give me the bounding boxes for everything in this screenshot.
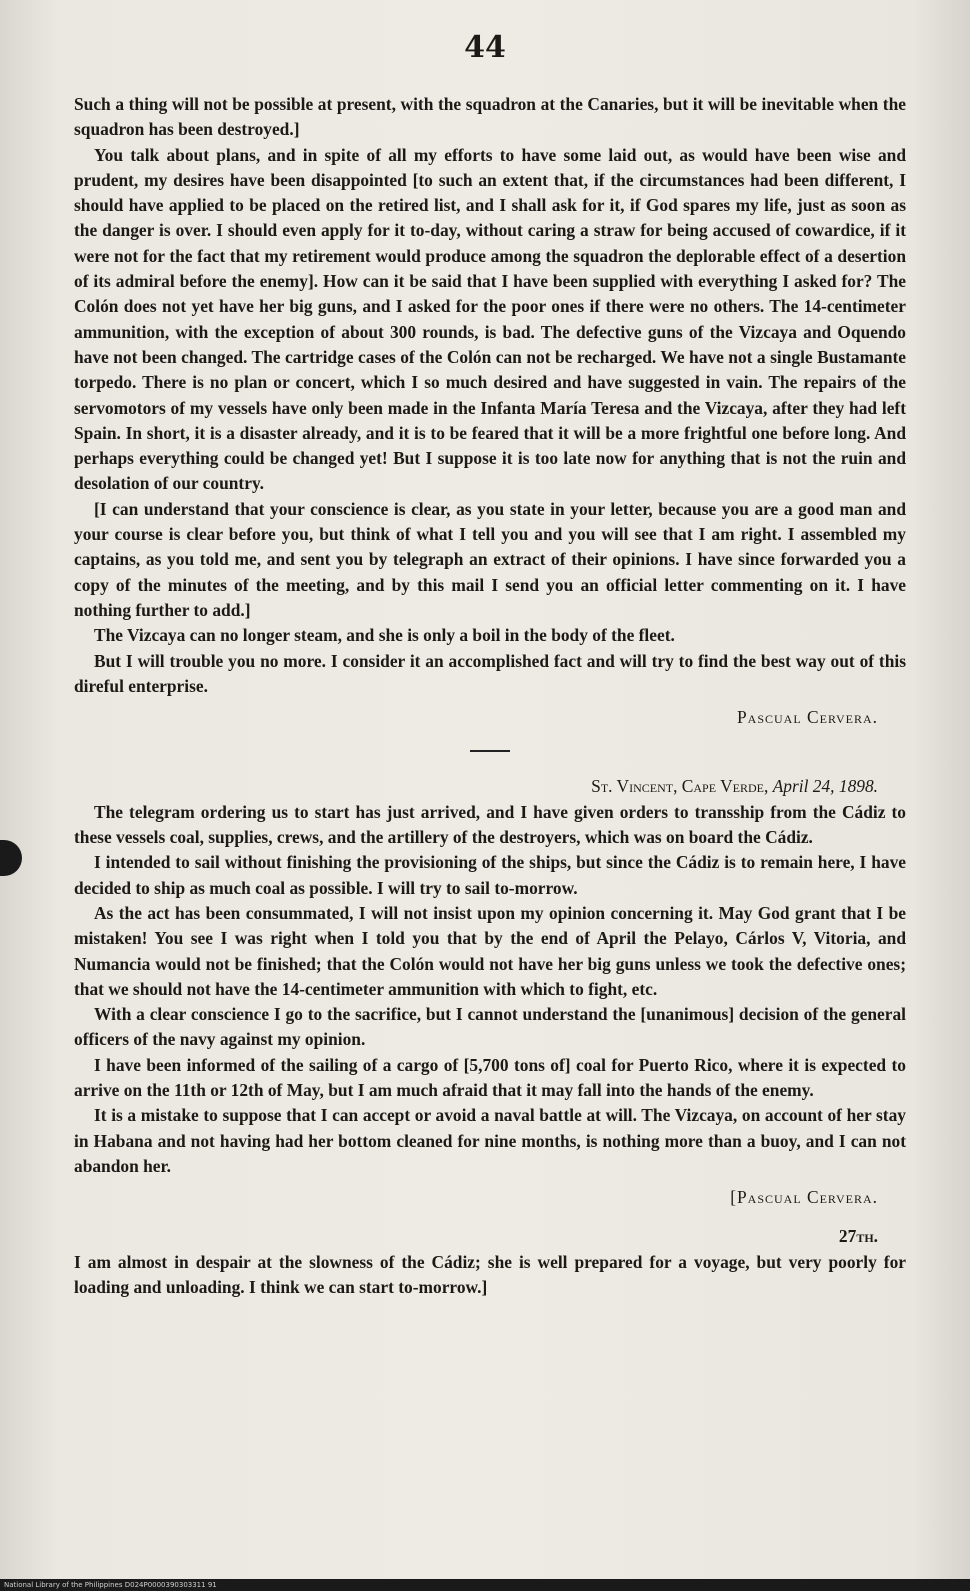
signature: Pascual Cervera. <box>736 707 878 728</box>
paragraph: The telegram ordering us to start has just arrived, and I have given orders to transship from the Cádiz to these vessels coal, supplies, crews, and the artillery of the destroyers, which was on board the Cádiz. <box>74 801 906 848</box>
dateline <box>74 774 878 799</box>
signature: [Pascual Cervera. <box>730 1187 878 1208</box>
paragraph: The Vizcaya can no longer steam, and she is only a boil in the body of the fleet. <box>94 625 675 646</box>
scan-footer: National Library of the Philippines D024P0000390303311 91 <box>0 1579 970 1591</box>
section-divider <box>470 750 510 752</box>
day-heading: 27th. <box>838 1226 878 1247</box>
paragraph: With a clear conscience I go to the sacrifice, but I cannot understand the [unanimous] decision of the general officers of the navy against my opinion. <box>74 1004 906 1050</box>
binder-clip <box>0 840 22 876</box>
dateline-date: April 24, 1898. <box>772 776 878 797</box>
paragraph: [I can understand that your conscience is clear, as you state in your letter, because you are a good man and your course is clear before you, but think of what I tell you and you will see that I am right. I assembled my captains, as you told me, and sent you by telegraph an extract of their opinions. I have since forwarded you a copy of the minutes of the meeting, and by this mail I send you an official letter commenting on it. I have nothing further to add.] <box>74 498 906 620</box>
letter-body <box>74 92 906 1300</box>
paragraph: But I will trouble you no more. I consider it an accomplished fact and will try to find the best way out of this direful enterprise. <box>74 650 906 696</box>
paragraph: You talk about plans, and in spite of all my efforts to have some laid out, as would have been wise and prudent, my desires have been disappointed [to such an extent that, if the circumstances had been different, I should have applied to be placed on the retired list, and I shall ask for it, if God spares my life, just as soon as the danger is over. I should even apply for it to-day, without caring a straw for being accused of cowardice, if it were not for the fact that my retirement would produce among the squadron the deplorable effect of a desertion of its admiral before the enemy]. How can it be said that I have been supplied with everything I asked for? The Colón does not yet have her big guns, and I asked for the poor ones if there were no others. The 14-centimeter ammunition, with the exception of about 300 rounds, is bad. The defective guns of the Vizcaya and Oquendo have not been changed. The cartridge cases of the Colón can not be recharged. We have not a single Bustamante torpedo. There is no plan or concert, which I so much desired and have suggested in vain. The repairs of the servomotors of my vessels have only been made in the Infanta María Teresa and the Vizcaya, after they had left Spain. In short, it is a disaster already, and it is to be feared that it will be a more frightful one before long. And perhaps everything could be changed yet! But I suppose it is too late now for anything that is not the ruin and desolation of our country. <box>74 144 906 494</box>
page-number: 44 <box>464 30 506 65</box>
paragraph: I am almost in despair at the slowness of the Cádiz; she is well prepared for a voyage, but very poorly for loading and unloading. I think we can start to-morrow.] <box>74 1251 906 1298</box>
paragraph: It is a mistake to suppose that I can accept or avoid a naval battle at will. The Vizcaya, on account of her stay in Habana and not having had her bottom cleaned for nine months, is nothing more than a buoy, and I can not abandon her. <box>74 1105 906 1176</box>
paragraph: I intended to sail without finishing the provisioning of the ships, but since the Cádiz is to remain here, I have decided to ship as much coal as possible. I will try to sail to-morrow. <box>74 852 906 898</box>
paragraph: As the act has been consummated, I will not insist upon my opinion concerning it. May God grant that I be mistaken! You see I was right when I told you that by the end of April the Pelayo, Cárlos V, Vitoria, and Numancia would not be finished; that the Colón would not have her big guns unless we took the defective ones; that we should not have the 14-centimeter ammunition with which to fight, etc. <box>74 902 906 999</box>
paragraph: Such a thing will not be possible at present, with the squadron at the Canaries, but it will be inevitable when the squadron has been destroyed.] <box>74 94 906 140</box>
dateline-place: St. Vincent, Cape Verde, <box>591 776 769 797</box>
paragraph: I have been informed of the sailing of a cargo of [5,700 tons of] coal for Puerto Rico, where it is expected to arrive on the 11th or 12th of May, but I am much afraid that it may fall into the hands of the enemy. <box>74 1054 906 1100</box>
